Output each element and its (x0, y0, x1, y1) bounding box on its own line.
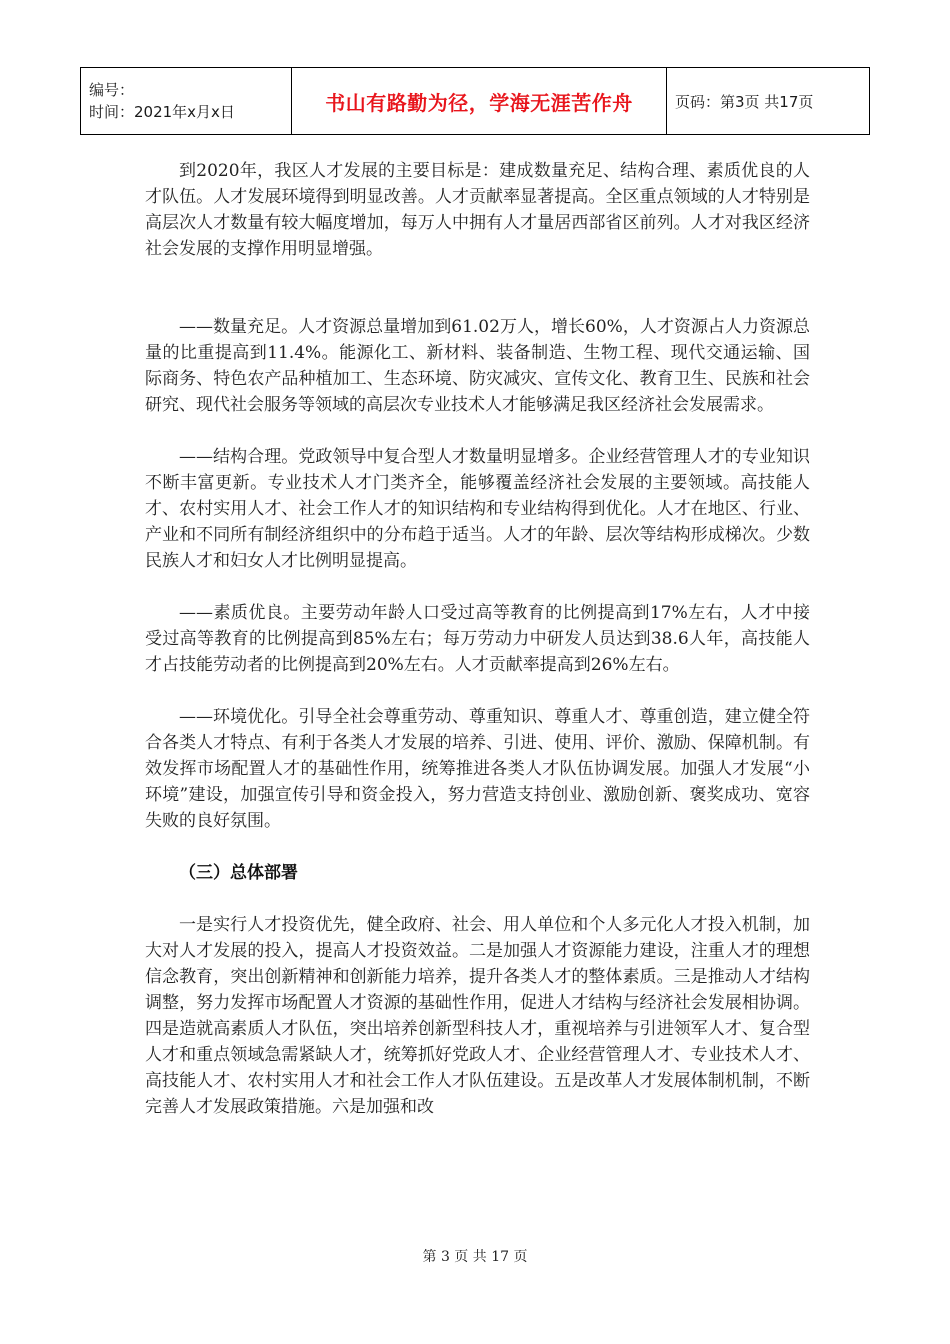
header-page-code: 页码：第3页 共17页 (667, 68, 870, 135)
paragraph-deployment: 一是实行人才投资优先，健全政府、社会、用人单位和个人多元化人才投入机制，加大对人才发展的投入，提高人才投资效益。二是加强人才资源能力建设，注重人才的理想信念教育，突出创新精神和创新能力培养，提升各类人才的整体素质。三是推动人才结构调整，努力发挥市场配置人才资源的基础性作用，促进人才结构与经济社会发展相协调。四是造就高素质人才队伍，突出培养创新型科技人才，重视培养与引进领军人才、复合型人才和重点领域急需紧缺人才，统筹抓好党政人才、企业经营管理人才、专业技术人才、高技能人才、农村实用人才和社会工作人才队伍建设。五是改革人才发展体制机制，不断完善人才发展政策措施。六是加强和改 (145, 915, 810, 1117)
document-header (80, 67, 870, 135)
paragraph-structure: ——结构合理。党政领导中复合型人才数量明显增多。企业经营管理人才的专业知识不断丰富更新。专业技术人才门类齐全，能够覆盖经济社会发展的主要领域。高技能人才、农村实用人才、社会工作人才的知识结构和专业结构得到优化。人才在地区、行业、产业和不同所有制经济组织中的分布趋于适当。人才的年龄、层次等结构形成梯次。少数民族人才和妇女人才比例明显提高。 (145, 447, 810, 571)
document-number-label: 编号： (89, 81, 135, 99)
document-date-label: 时间：2021年x月x日 (89, 103, 235, 121)
paragraph-main-goal: 到2020年，我区人才发展的主要目标是：建成数量充足、结构合理、素质优良的人才队伍。人才发展环境得到明显改善。人才贡献率显著提高。全区重点领域的人才特别是高层次人才数量有较大幅度增加，每万人中拥有人才量居西部省区前列。人才对我区经济社会发展的支撑作用明显增强。 (145, 161, 810, 259)
paragraph-quality: ——素质优良。主要劳动年龄人口受过高等教育的比例提高到17%左右，人才中接受过高等教育的比例提高到85%左右；每万劳动力中研发人员达到38.6人年，高技能人才占技能劳动者的比例提高到20%左右。人才贡献率提高到26%左右。 (145, 603, 810, 675)
header-meta-cell (81, 68, 292, 135)
paragraph-quantity: ——数量充足。人才资源总量增加到61.02万人，增长60%，人才资源占人力资源总量的比重提高到11.4%。能源化工、新材料、装备制造、生物工程、现代交通运输、国际商务、特色农产品种植加工、生态环境、防灾减灾、宣传文化、教育卫生、民族和社会研究、现代社会服务等领域的高层次专业技术人才能够满足我区经济社会发展需求。 (145, 317, 810, 415)
paragraph-environment: ——环境优化。引导全社会尊重劳动、尊重知识、尊重人才、尊重创造，建立健全符合各类人才特点、有利于各类人才发展的培养、引进、使用、评价、激励、保障机制。有效发挥市场配置人才的基础性作用，统筹推进各类人才队伍协调发展。加强人才发展“小环境”建设，加强宣传引导和资金投入，努力营造支持创业、激励创新、褒奖成功、宽容失败的良好氛围。 (145, 707, 810, 831)
header-motto: 书山有路勤为径，学海无涯苦作舟 (292, 68, 667, 135)
document-body (145, 158, 810, 1120)
section-title: （三）总体部署 (179, 863, 298, 883)
page-footer: 第 3 页 共 17 页 (422, 1249, 528, 1265)
